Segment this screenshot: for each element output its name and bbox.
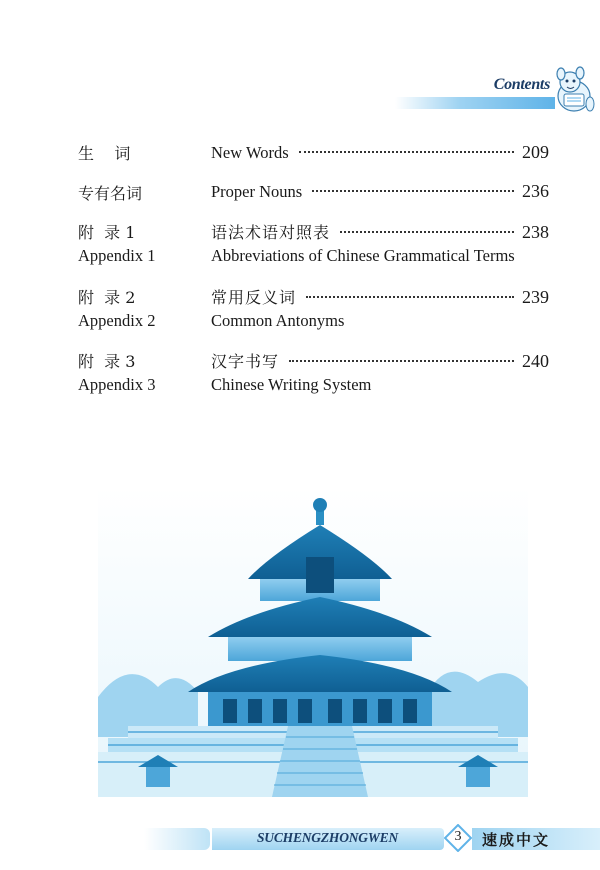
- dot-leader: [306, 296, 514, 298]
- mascot-icon: [550, 66, 596, 116]
- toc-left-cn: 专有名词: [78, 184, 143, 203]
- toc-left-en: Appendix 2: [78, 311, 156, 330]
- header-accent-bar: [395, 97, 555, 109]
- toc-left-cn: 附 录 1: [78, 223, 136, 242]
- toc-entry-subtitle: Common Antonyms: [211, 311, 345, 330]
- page-title: Contents: [493, 76, 550, 93]
- toc-entry[interactable]: [211, 349, 549, 372]
- toc-left-cn: 生 词: [78, 144, 131, 163]
- toc-page-number: 239: [522, 287, 549, 307]
- toc-left-en: Appendix 3: [78, 375, 156, 394]
- dot-leader: [312, 190, 514, 192]
- footer-series-title: SUCHENGZHONGWEN: [256, 830, 399, 845]
- temple-of-heaven-photo: [98, 487, 528, 797]
- page-number: 3: [454, 829, 462, 844]
- toc-page-number: 236: [522, 181, 549, 201]
- toc-entry-label: 常用反义词: [211, 288, 297, 307]
- toc-entry-label: 语法术语对照表: [211, 223, 331, 242]
- toc-entry-subtitle: Chinese Writing System: [211, 375, 372, 394]
- toc-entry[interactable]: [211, 181, 549, 202]
- dot-leader: [289, 360, 514, 362]
- toc-left-cn: 附 录 2: [78, 288, 136, 307]
- toc-entry[interactable]: [211, 142, 549, 163]
- toc-entry[interactable]: [211, 220, 549, 243]
- toc-page-number: 240: [522, 351, 549, 371]
- toc-page-number: 209: [522, 142, 549, 162]
- toc-entry-label: 汉字书写: [211, 352, 280, 371]
- toc-entry-subtitle: Abbreviations of Chinese Grammatical Terms: [211, 246, 515, 265]
- toc-entry[interactable]: [211, 285, 549, 308]
- toc-left-cn: 附 录 3: [78, 352, 136, 371]
- toc-page-number: 238: [522, 222, 549, 242]
- footer-left-band: [144, 828, 210, 850]
- toc-entry-label: Proper Nouns: [211, 182, 303, 201]
- page-number-badge: [444, 824, 472, 852]
- dot-leader: [299, 151, 514, 153]
- toc-entry-label: New Words: [211, 143, 289, 162]
- toc-left-en: Appendix 1: [78, 246, 156, 265]
- footer-cn-title: 速成中文: [482, 831, 551, 849]
- dot-leader: [340, 231, 514, 233]
